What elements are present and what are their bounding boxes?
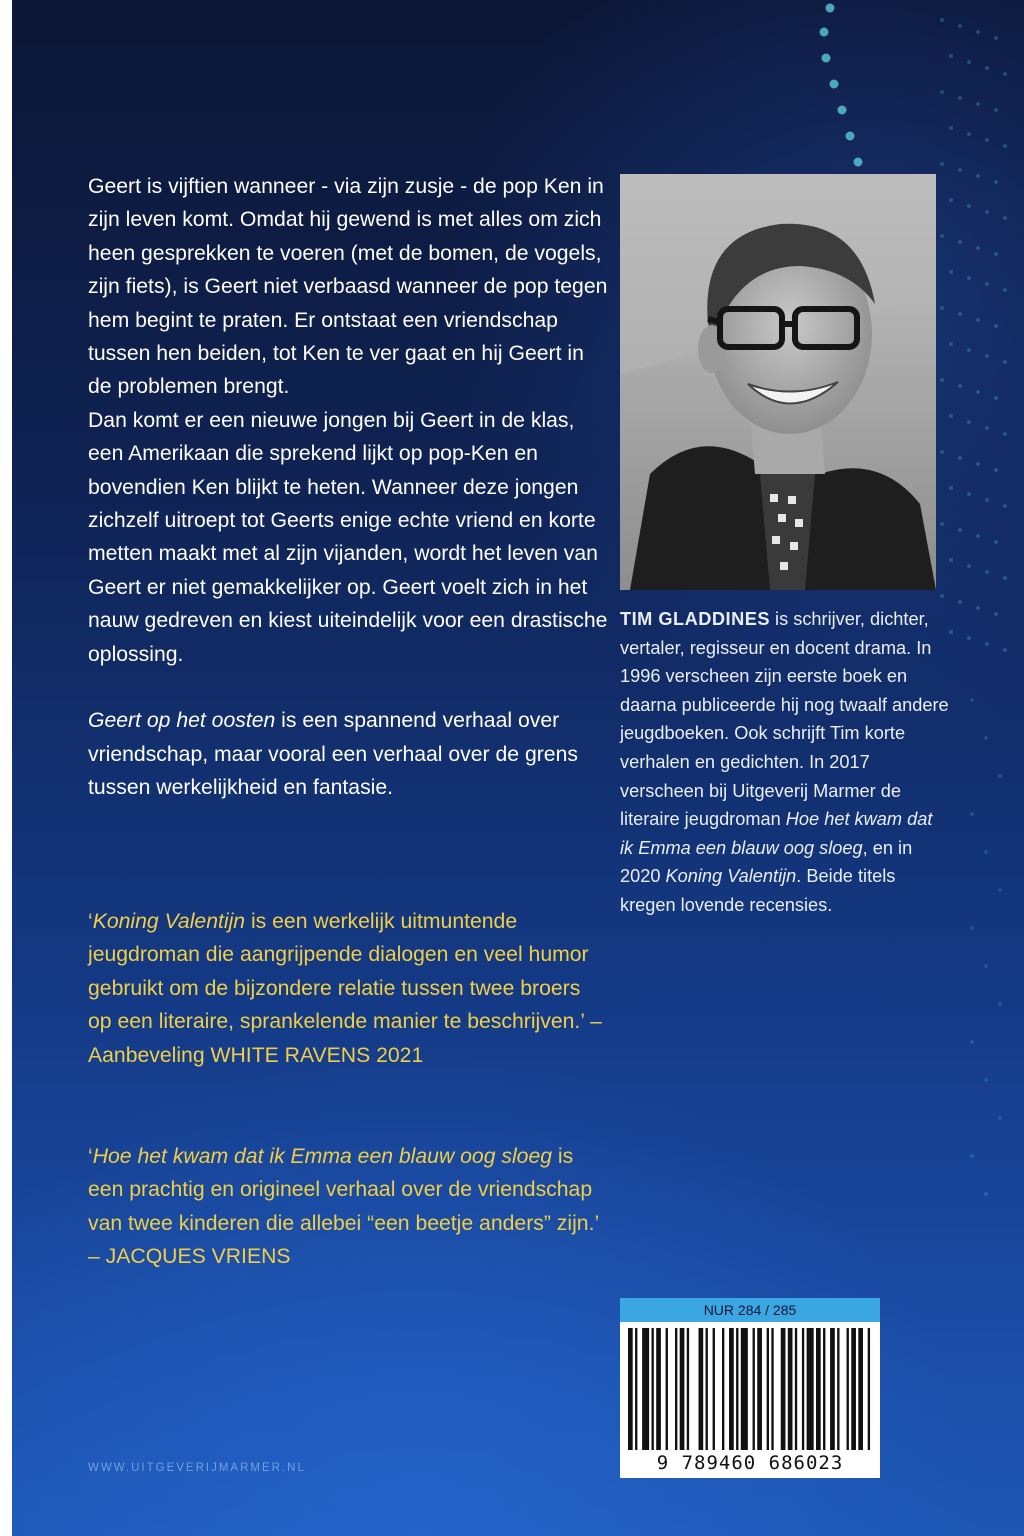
author-name: TIM GLADDINES — [620, 609, 770, 629]
bio-book-title-1: Hoe het kwam dat ik Emma een blauw oog sloeg — [620, 809, 933, 858]
quote-book-title: Koning Valentijn — [92, 910, 246, 933]
back-cover — [12, 0, 1024, 1536]
blurb-paragraph-2: Dan komt er een nieuwe jongen bij Geert in de klas, een Amerikaan die sprekend lijkt op pop-Ken en bovendien Ken blijkt te heten. Wanneer deze jongen zichzelf uitroept tot Geerts enige echte vriend en korte metten maakt met al zijn vijanden, wordt het leven van Geert er niet gemakkelijker op. Geert voelt zich in het nauw gedreven en kiest uiteindelijk voor een drastische oplossing. — [88, 408, 608, 666]
nur-code: NUR 284 / 285 — [620, 1298, 880, 1322]
isbn-number: 9 789460 686023 — [656, 1452, 844, 1474]
barcode-bars — [626, 1328, 874, 1450]
author-photo — [620, 174, 936, 590]
isbn-barcode — [620, 1298, 880, 1478]
book-title: Geert op het oosten — [88, 709, 276, 733]
review-quote-2: ‘Hoe het kwam dat ik Emma een blauw oog sloeg is een prachtig en origineel verhaal over de vriendschap van twee kinderen die allebei “een beetje anders” zijn.’ – JACQUES VRIENS — [88, 1145, 599, 1269]
book-blurb — [88, 170, 608, 804]
blurb-paragraph-3: Geert op het oosten is een spannend verhaal over vriendschap, maar vooral een verhaal over de grens tussen werkelijkheid en fantasie. — [88, 709, 578, 799]
author-bio: TIM GLADDINES is schrijver, dichter, vertaler, regisseur en docent drama. In 1996 verscheen zijn eerste boek en daarna publiceerde hij nog twaalf andere jeugdboeken. Ook schrijft Tim korte verhalen en gedichten. In 2017 verscheen bij Uitgeverij Marmer de literaire jeugdroman Hoe het kwam dat ik Emma een blauw oog sloeg, en in 2020 Koning Valentijn. Beide titels kregen lovende recensies. — [620, 609, 949, 915]
bio-book-title-2: Koning Valentijn — [665, 866, 797, 887]
blurb-paragraph-1: Geert is vijftien wanneer - via zijn zusje - de pop Ken in zijn leven komt. Omdat hij gewend is met alles om zich heen gesprekken te voeren (met de bomen, de vogels, zijn fiets), is Geert niet verbaasd wanneer de pop tegen hem begint te praten. Er ontstaat een vriendschap tussen hen beiden, tot Ken te ver gaat en hij Geert in de problemen brengt. — [88, 175, 608, 399]
publisher-website: WWW.UITGEVERIJMARMER.NL — [88, 1462, 306, 1474]
quote-book-title: Hoe het kwam dat ik Emma een blauw oog sloeg — [92, 1145, 553, 1168]
author-portrait-image — [620, 174, 936, 590]
review-quote-1: ‘Koning Valentijn is een werkelijk uitmuntende jeugdroman die aangrijpende dialogen en veel humor gebruikt om de bijzondere relatie tussen twee broers op een literaire, sprankelende manier te beschrijven.’ – Aanbeveling WHITE RAVENS 2021 — [88, 910, 602, 1067]
